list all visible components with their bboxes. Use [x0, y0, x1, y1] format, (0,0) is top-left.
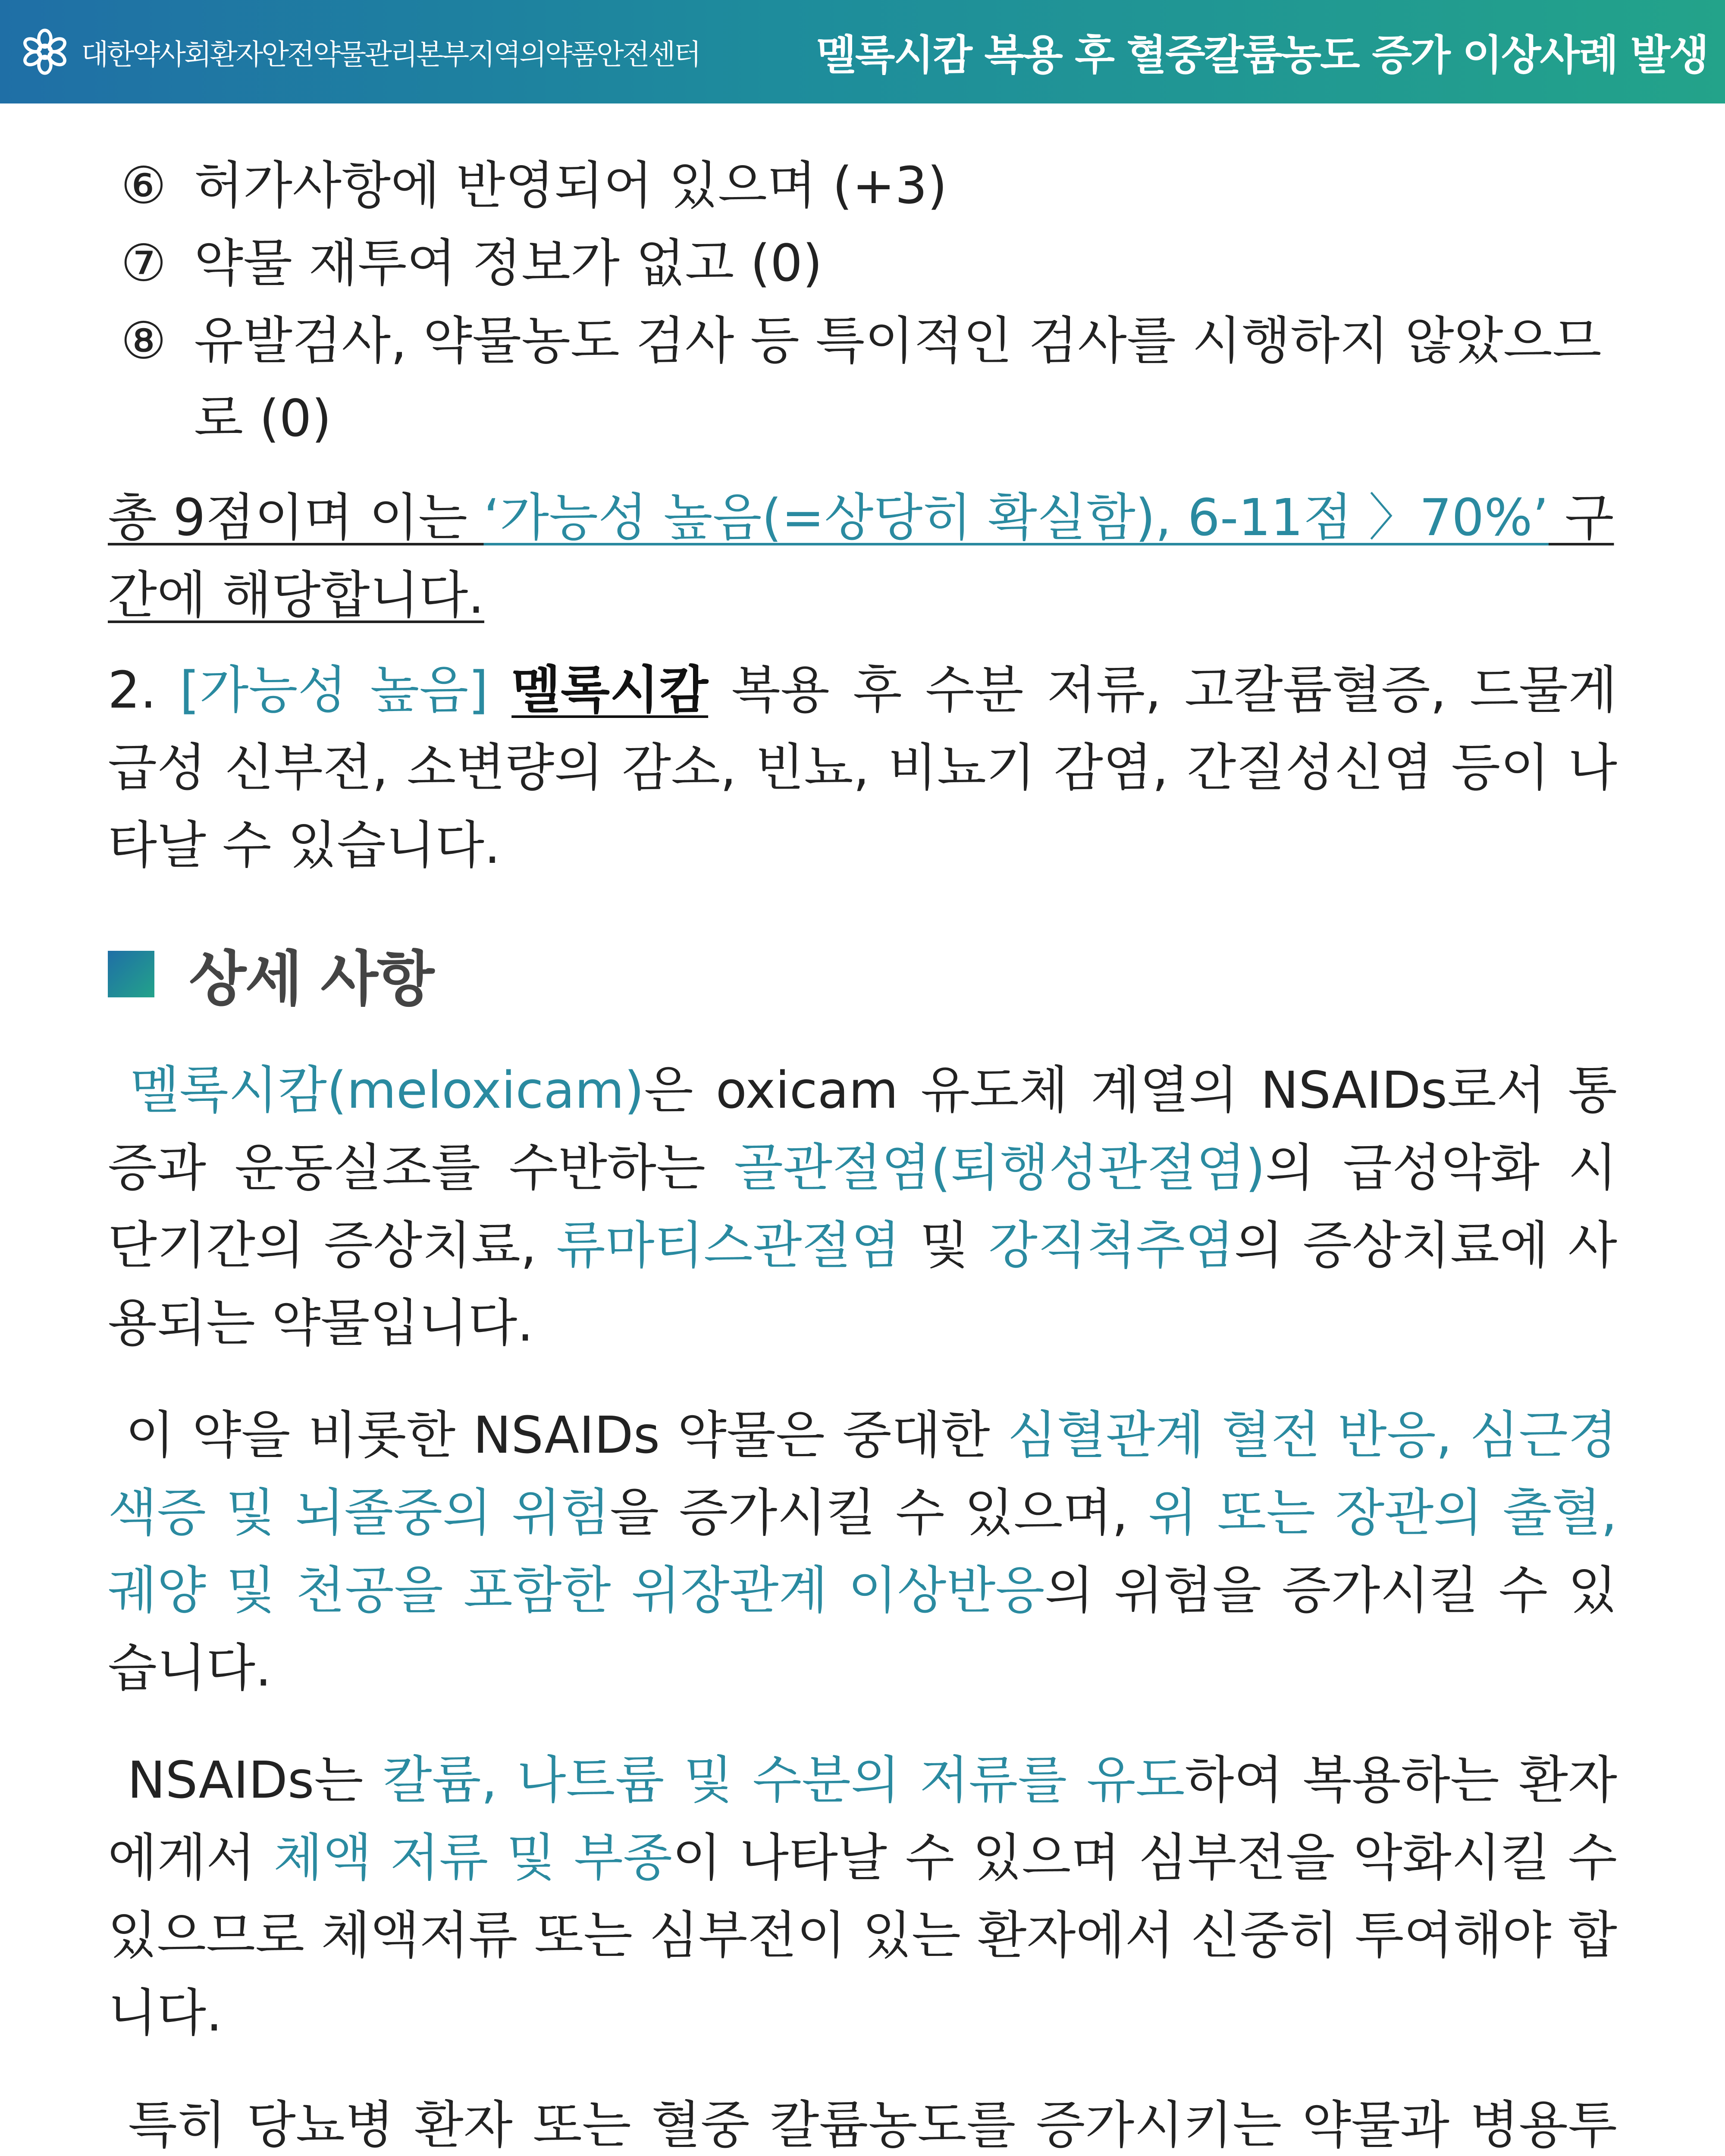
summary-suffix: 구간에 해당합니다. — [108, 488, 1614, 625]
paragraph-text: 의 증상치료에 사용되는 약물입니다. — [108, 1216, 1618, 1353]
list-number: ⑥ — [121, 156, 166, 215]
section-title: 상세 사항 — [189, 944, 433, 1014]
certainty-tag: [가능성 높음] — [179, 660, 489, 720]
list-text: 약물 재투여 정보가 없고 (0) — [194, 233, 823, 293]
highlighted-text: 멜록시캄(meloxicam) — [130, 1060, 644, 1120]
paragraph — [108, 2086, 1617, 2156]
summary-highlight: ‘가능성 높음(=상당히 확실함), 6-11점 〉70%’ — [483, 488, 1549, 547]
list-item — [108, 302, 1617, 457]
paragraph — [108, 1396, 1617, 1707]
list-text: 허가사항에 반영되어 있으며 (+3) — [194, 156, 947, 215]
highlighted-text: 위 또는 장관의 출혈, 궤양 및 천공을 포함한 위장관계 이상반응 — [108, 1483, 1617, 1620]
list-number: ⑧ — [121, 311, 166, 370]
point-number: 2. — [108, 660, 180, 720]
square-bullet-icon — [108, 951, 154, 997]
list-text: 유발검사, 약물농도 검사 등 특이적인 검사를 시행하지 않았으므로 (0) — [194, 311, 1602, 448]
highlighted-text: 심혈관계 혈전 반응, 심근경색증 및 뇌졸중의 위험 — [108, 1405, 1618, 1542]
paragraph — [108, 1741, 1617, 2052]
pharmacy-logo-icon — [22, 28, 68, 75]
paragraph-text: 은 oxicam 유도체 계열의 NSAIDs로서 통증과 운동실조를 수반하는 — [108, 1060, 1617, 1197]
paragraph-text: 의 급성악화 시 단기간의 증상치료, — [108, 1138, 1617, 1275]
highlighted-text: 강직척추염 — [988, 1216, 1234, 1275]
conclusion-point — [108, 651, 1617, 884]
detail-paragraphs — [108, 1051, 1617, 2156]
paragraph-text: 하여 복용하는 환자에게서 — [108, 1750, 1617, 1887]
paragraph-text: 특히 당뇨병 환자 또는 혈중 칼륨농도를 증가시키는 약물과 병용투 — [128, 2095, 1618, 2155]
highlighted-text: 골관절염(퇴행성관절염) — [734, 1138, 1265, 1197]
organization-name: 대한약사회환자안전약물관리본부지역의약품안전센터 — [81, 38, 700, 71]
page-content — [108, 147, 1617, 2156]
score-summary — [108, 479, 1617, 634]
highlighted-text: 칼륨, 나트륨 및 수분의 저류를 유도 — [383, 1750, 1185, 1810]
section-heading — [108, 931, 1617, 1017]
summary-prefix: 총 9점이며 이는 — [108, 488, 484, 547]
paragraph-text: 이 약을 비롯한 NSAIDs 약물은 중대한 — [125, 1405, 1008, 1465]
criteria-list — [108, 147, 1617, 457]
highlighted-text: 류마티스관절염 — [556, 1216, 900, 1275]
document-title: 멜록시캄 복용 후 혈중칼륨농도 증가 이상사례 발생 — [816, 31, 1708, 79]
drug-name: 멜록시캄 — [511, 660, 709, 720]
paragraph-text: 및 — [900, 1216, 988, 1275]
highlighted-text: 체액 저류 및 부종 — [273, 1828, 672, 1887]
paragraph-text: NSAIDs는 — [127, 1750, 383, 1810]
paragraph-text: 이 나타날 수 있으며 심부전을 악화시킬 수 있으므로 체액저류 또는 심부전이 있는 환자에서 신중히 투여해야 합니다. — [108, 1828, 1617, 2043]
list-number: ⑦ — [121, 233, 166, 293]
paragraph — [108, 1051, 1617, 1362]
organization — [22, 28, 699, 75]
paragraph-text: 의 위험을 증가시킬 수 있습니다. — [108, 1561, 1617, 1698]
page-header — [0, 0, 1725, 103]
paragraph-text: 을 증가시킬 수 있으며, — [610, 1483, 1148, 1542]
list-item — [108, 147, 1617, 224]
point-text: 복용 후 수분 저류, 고칼륨혈증, 드물게 급성 신부전, 소변량의 감소, 빈뇨, 비뇨기 감염, 간질성신염 등이 나타날 수 있습니다. — [108, 660, 1617, 875]
list-item — [108, 224, 1617, 302]
